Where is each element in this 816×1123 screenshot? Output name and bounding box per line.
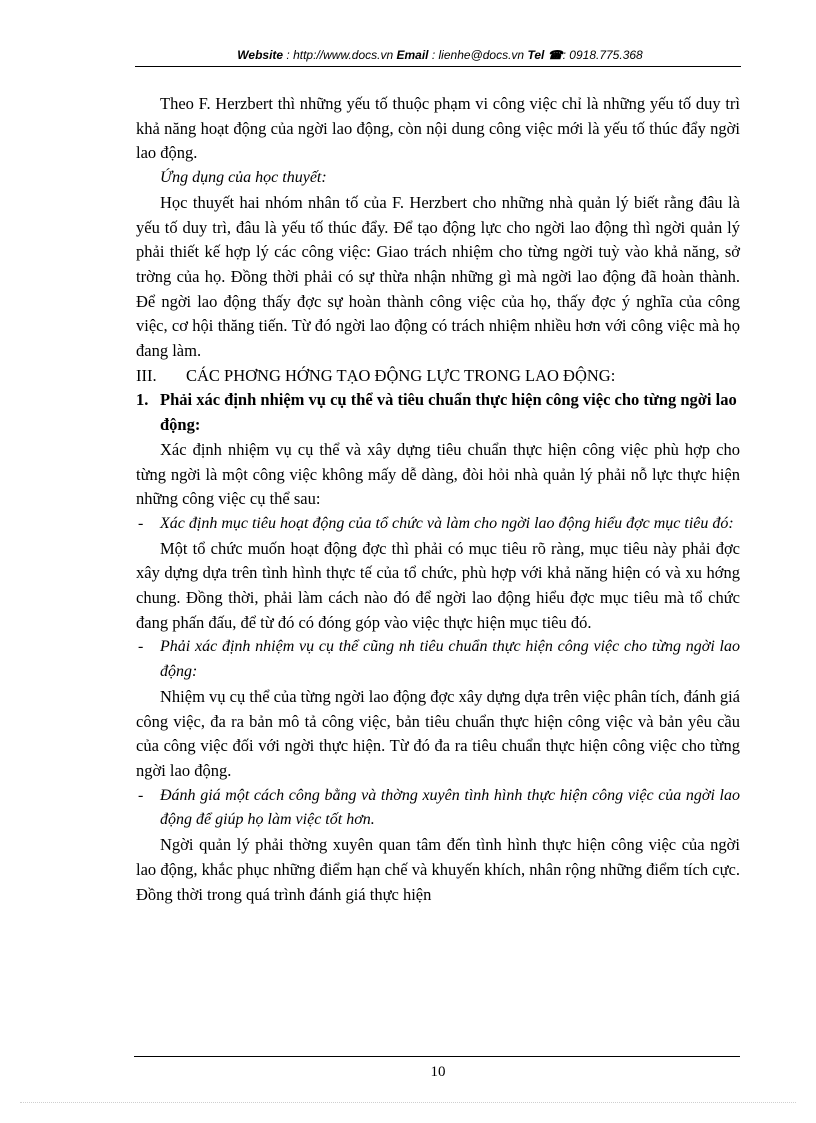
website-label: Website	[237, 48, 284, 62]
paragraph-evaluation: Ngời quản lý phải thờng xuyên quan tâm đến tình hình thực hiện công việc của ngời lao động, khắc phục những điểm hạn chế và khuyến khích, nhân rộng những điểm tích cực. Đồng thời trong quá trình đánh giá thực hiện	[136, 835, 740, 904]
subheading-application: Ứng dụng của học thuyết:	[160, 169, 327, 187]
bullet-text: Xác định mục tiêu hoạt động của tổ chức và làm cho ngời lao động hiểu đợc mục tiêu đó:	[160, 514, 734, 532]
section-title: CÁC PHƠNG HỚNG TẠO ĐỘNG LỰC TRONG LAO ĐỘNG:	[186, 365, 616, 385]
dash-marker: -	[138, 638, 144, 656]
bullet-item-2	[136, 635, 740, 684]
page-header	[140, 48, 740, 62]
heading-text: Phải xác định nhiệm vụ cụ thể và tiêu chuẩn thực hiện công việc cho từng ngời lao động:	[160, 390, 737, 435]
bullet-item-1	[136, 512, 740, 537]
bullet-text: Phải xác định nhiệm vụ cụ thể cũng nh tiêu chuẩn thực hiện công việc cho từng ngời lao động:	[160, 638, 740, 681]
header-divider	[135, 66, 741, 67]
bullet-text: Đánh giá một cách công bằng và thờng xuyên tình hình thực hiện công việc của ngời lao động để giúp họ làm việc tốt hơn.	[160, 786, 740, 829]
page-number: 10	[430, 1064, 446, 1080]
numbered-heading-1	[136, 388, 740, 437]
email-separator: :	[428, 48, 439, 62]
paragraph-specific-tasks: Nhiệm vụ cụ thể của từng ngời lao động đợc xây dựng dựa trên việc phân tích, đánh giá công việc, đa ra bản mô tả công việc, bản tiêu chuẩn thực hiện công việc và bản yêu cầu của công việc đối với ngời thực hiện. Từ đó đa ra tiêu chuẩn thực hiện công việc cho từng ngời lao động.	[136, 686, 740, 780]
section-heading	[136, 364, 740, 389]
heading-number: 1.	[136, 390, 149, 410]
email-address: lienhe@docs.vn	[438, 48, 525, 62]
website-separator: :	[283, 48, 294, 62]
footer-divider	[134, 1056, 740, 1057]
bullet-item-3	[136, 784, 740, 833]
phone-icon: ☎	[547, 48, 563, 62]
tel-number: : 0918.775.368	[562, 48, 643, 62]
paragraph-task-definition: Xác định nhiệm vụ cụ thể và xây dựng tiêu chuẩn thực hiện công việc phù hợp cho từng ngời là một công việc không mấy dễ dàng, đòi hỏi nhà quản lý phải nỗ lực thực hiện những công việc cụ thể sau:	[136, 439, 740, 509]
website-url: http://www.docs.vn	[293, 48, 394, 62]
dash-marker: -	[138, 514, 144, 532]
tel-label: Tel	[527, 48, 545, 62]
section-number: III.	[136, 365, 157, 385]
page-content	[136, 92, 740, 907]
paragraph-herzberg-theory: Theo F. Herzbert thì những yếu tố thuộc phạm vi công việc chỉ là những yếu tố duy trì khả năng hoạt động của ngời lao động, còn nội dung công việc mới là yếu tố thúc đẩy ngời lao động.	[136, 94, 740, 163]
paragraph-application: Học thuyết hai nhóm nhân tố của F. Herzbert cho những nhà quản lý biết rằng đâu là yếu tố duy trì, đâu là yếu tố thúc đẩy. Để tạo động lực cho ngời lao động thì ngời quản lý phải thiết kế hợp lý các công việc: Giao trách nhiệm cho từng ngời tuỳ vào khả năng, sở trờng của họ. Đồng thời phải có sự thừa nhận những gì mà ngời lao động đã hoàn thành. Để ngời lao động thấy đợc sự hoàn thành công việc của họ, thấy đợc ý nghĩa của công việc, cơ hội thăng tiến. Từ đó ngời lao động có trách nhiệm nhiều hơn với công việc mà họ đang làm.	[136, 192, 740, 361]
dash-marker: -	[138, 786, 144, 804]
email-label: Email	[396, 48, 429, 62]
page-bottom-border	[20, 1102, 796, 1103]
paragraph-organization-goals: Một tổ chức muốn hoạt động đợc thì phải có mục tiêu rõ ràng, mục tiêu này phải đợc xây dựng dựa trên tình hình thực tế của tổ chức, phù hợp với khả năng hiện có và xu hớng chung. Đồng thời, phải làm cách nào đó để ngời lao động hiểu đợc mục tiêu mà tổ chức đang phấn đấu, để từ đó có đóng góp vào việc thực hiện mục tiêu đó.	[136, 538, 740, 632]
